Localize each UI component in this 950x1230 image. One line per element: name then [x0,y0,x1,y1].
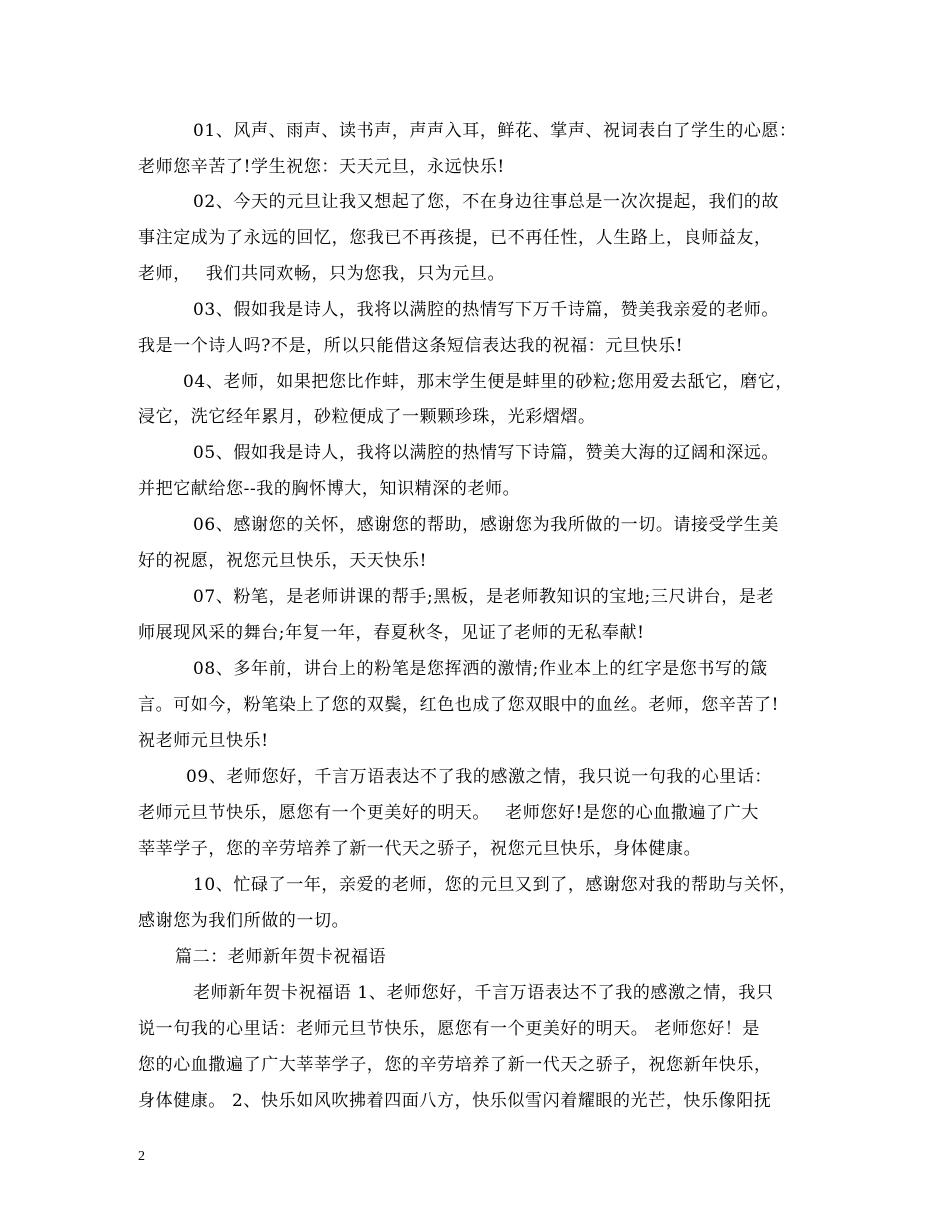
paragraph-line: 身体健康。 2、快乐如风吹拂着四面八方，快乐似雪闪着耀眼的光芒，快乐像阳抚 [138,1091,772,1111]
page-number: 2 [138,1149,145,1164]
paragraph-line: 我是一个诗人吗?不是，所以只能借这条短信表达我的祝福：元旦快乐! [138,336,684,356]
paragraph-line: 08、多年前，讲台上的粉笔是您挥洒的激情;作业本上的红字是您书写的箴 [193,659,768,679]
paragraph-line: 您的心血撒遍了广大莘莘学子，您的辛劳培养了新一代天之骄子，祝您新年快乐， [138,1055,772,1075]
paragraph-line: 01、风声、雨声、读书声，声声入耳，鲜花、掌声、祝词表白了学生的心愿： [193,121,797,141]
paragraph-line: 感谢您为我们所做的一切。 [138,911,350,931]
paragraph-line: 10、忙碌了一年，亲爱的老师，您的元旦又到了，感谢您对我的帮助与关怀， [193,875,797,895]
paragraph-line: 04、老师，如果把您比作蚌，那末学生便是蚌里的砂粒;您用爱去舐它，磨它， [183,372,793,392]
paragraph-line: 老师元旦节快乐，愿您有一个更美好的明天。 老师您好!是您的心血撒遍了广大 [138,803,759,823]
paragraph-line: 06、感谢您的关怀，感谢您的帮助，感谢您为我所做的一切。请接受学生美 [193,515,780,535]
paragraph-line: 07、粉笔，是老师讲课的帮手;黑板，是老师教知识的宝地;三尺讲台，是老 [193,587,775,607]
paragraph-line: 03、假如我是诗人，我将以满腔的热情写下万千诗篇，赞美我亲爱的老师。 [193,300,780,320]
paragraph-line: 事注定成为了永远的回忆，您我已不再孩提，已不再任性，人生路上，良师益友， [138,228,772,248]
paragraph-line: 老师新年贺卡祝福语 1、老师您好，千言万语表达不了我的感激之情，我只 [193,983,774,1003]
paragraph-line: 好的祝愿，祝您元旦快乐，天天快乐! [138,551,428,571]
paragraph-line: 02、今天的元旦让我又想起了您，不在身边往事总是一次次提起，我们的故 [193,192,780,212]
paragraph-line: 老师， 我们共同欢畅，只为您我，只为元旦。 [138,264,506,284]
paragraph-line: 浸它，洗它经年累月，砂粒便成了一颗颗珍珠，光彩熠熠。 [138,407,596,427]
paragraph-line: 莘莘学子，您的辛劳培养了新一代天之骄子，祝您元旦快乐，身体健康。 [138,839,702,859]
paragraph-line: 祝老师元旦快乐! [138,731,269,751]
paragraph-line: 师展现风采的舞台;年复一年，春夏秋冬，见证了老师的无私奉献! [138,623,645,643]
paragraph-line: 老师您辛苦了!学生祝您：天天元旦，永远快乐! [138,157,505,177]
paragraph-line: 言。可如今，粉笔染上了您的双鬓，红色也成了您双眼中的血丝。老师，您辛苦了! [138,695,780,715]
section-heading: 篇二：老师新年贺卡祝福语 [175,947,387,967]
paragraph-line: 09、老师您好，千言万语表达不了我的感激之情，我只说一句我的心里话： [186,767,773,787]
paragraph-line: 05、假如我是诗人，我将以满腔的热情写下诗篇，赞美大海的辽阔和深远。 [193,443,780,463]
paragraph-line: 并把它献给您--我的胸怀博大，知识精深的老师。 [138,479,521,499]
paragraph-line: 说一句我的心里话：老师元旦节快乐，愿您有一个更美好的明天。 老师您好！是 [138,1019,761,1039]
